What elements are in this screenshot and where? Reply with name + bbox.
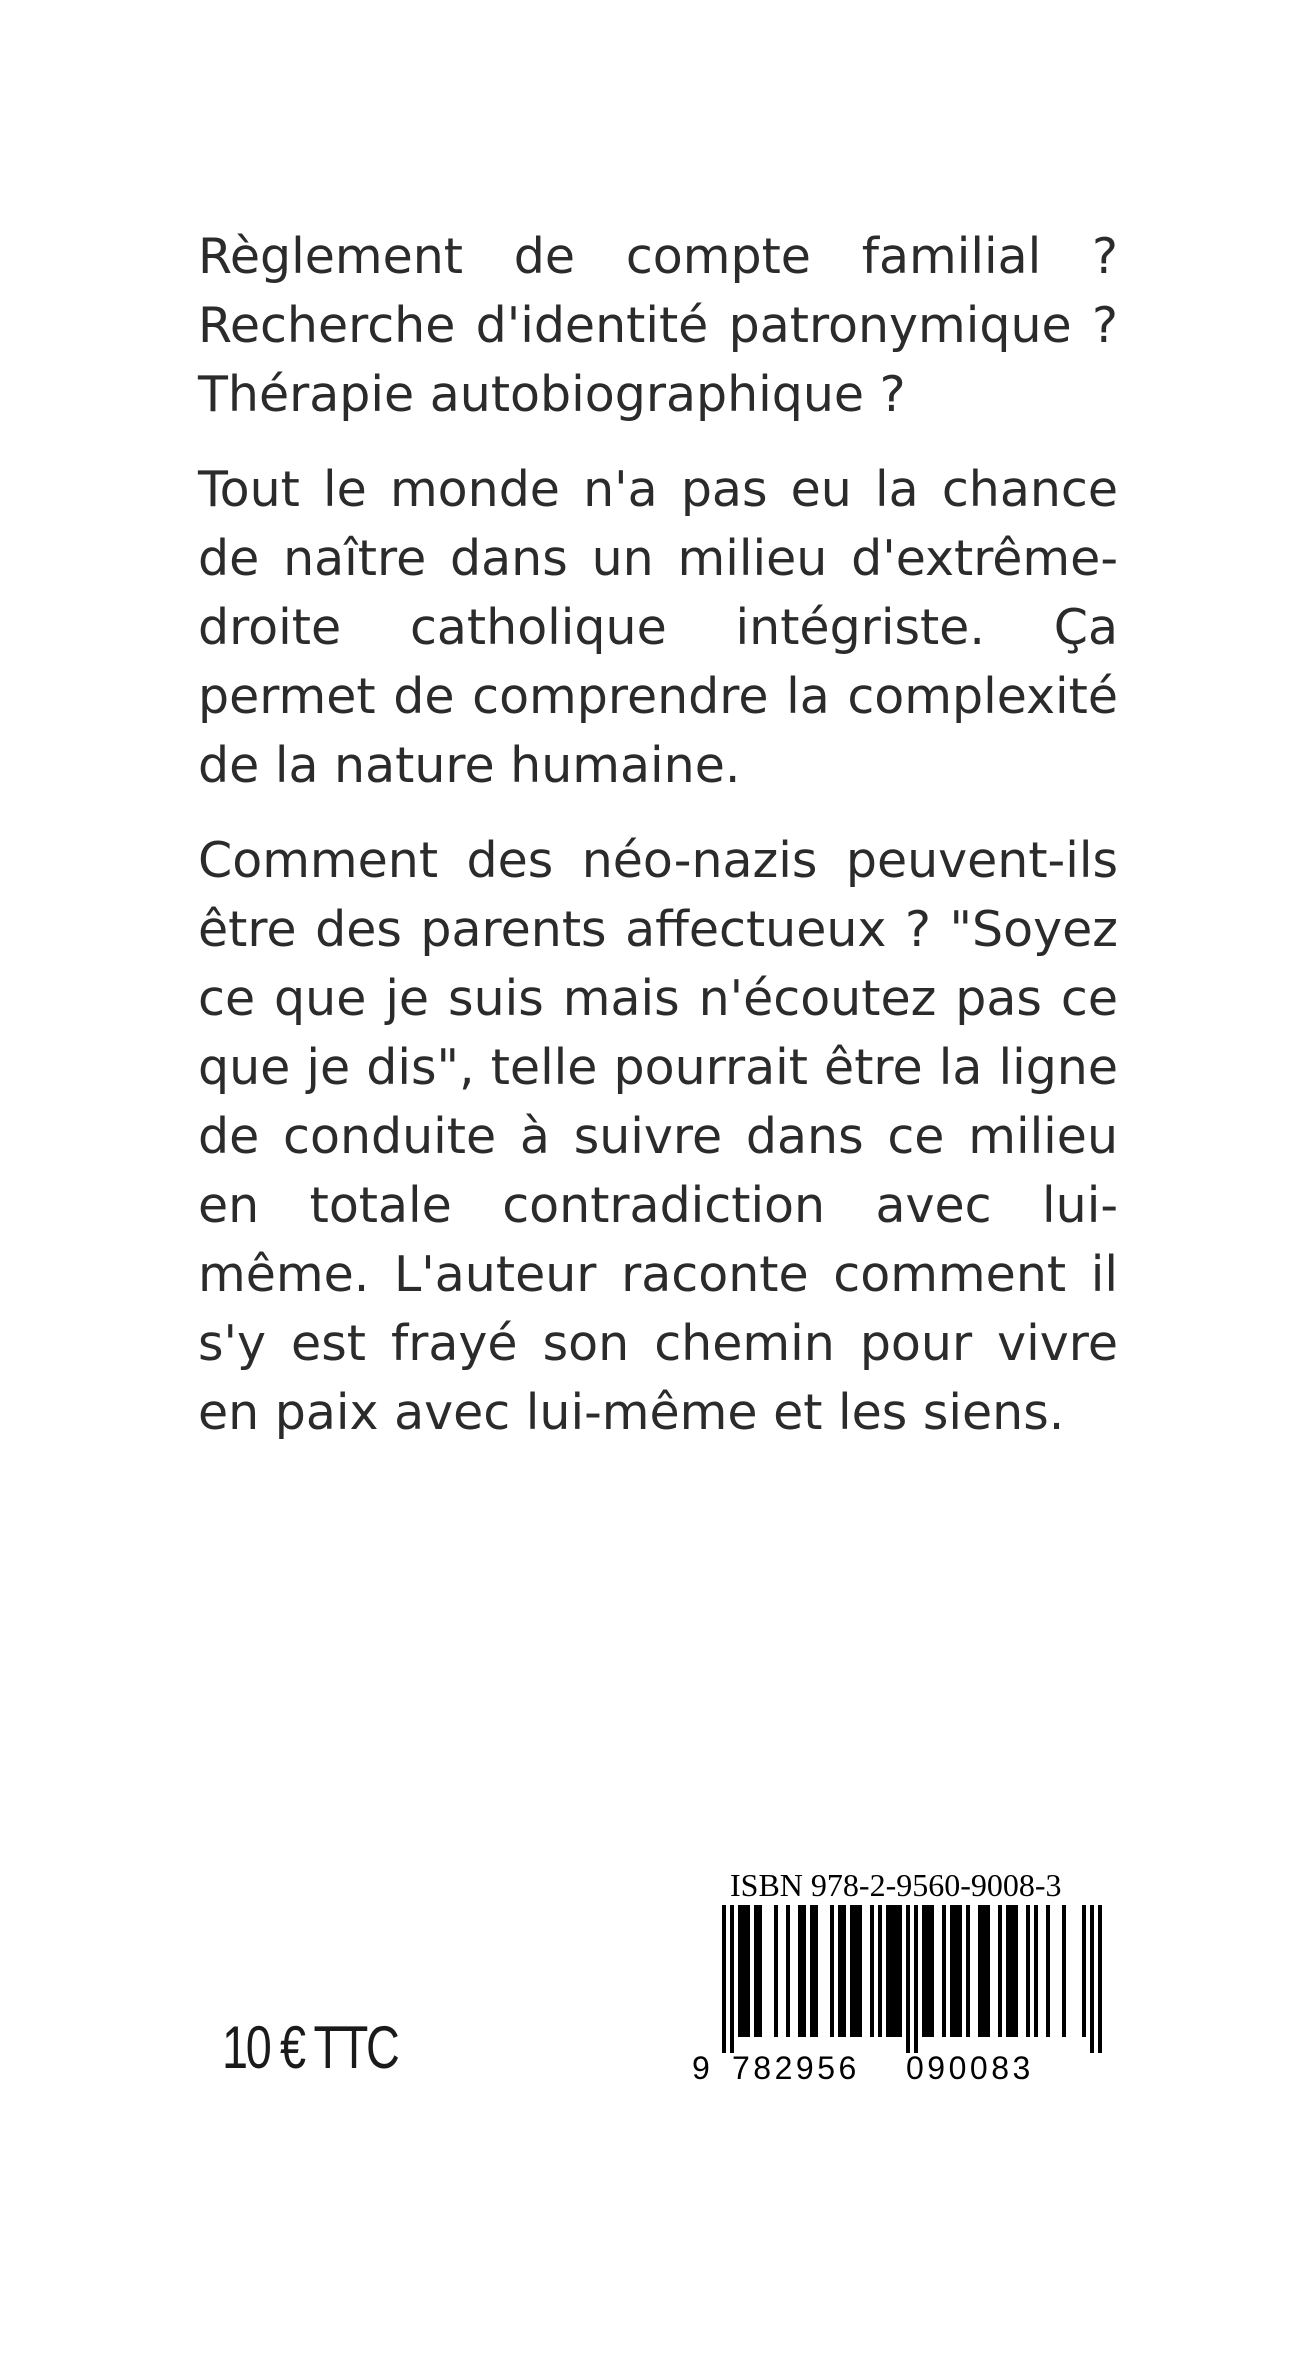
barcode-guard-bar xyxy=(1090,1905,1094,2053)
barcode-bar xyxy=(1010,1905,1014,2037)
barcode-bar xyxy=(858,1905,862,2037)
barcode-guard-bar xyxy=(730,1905,734,2053)
barcode-bar xyxy=(842,1905,846,2037)
barcode-digit-first: 9 xyxy=(692,2050,713,2086)
isbn-label: ISBN 978-2-9560-9008-3 xyxy=(730,1867,1062,1903)
barcode-bar xyxy=(738,1905,742,2037)
barcode-bar xyxy=(898,1905,902,2037)
barcode-bar xyxy=(930,1905,934,2037)
barcode-bar xyxy=(786,1905,790,2037)
barcode-bar xyxy=(926,1905,930,2037)
barcode-bar xyxy=(814,1905,818,2037)
barcode-bar xyxy=(838,1905,842,2037)
barcode-bar xyxy=(1034,1905,1038,2037)
back-cover-blurb xyxy=(198,222,1118,1473)
barcode-bar xyxy=(830,1905,834,2037)
barcode-digits-right: 090083 xyxy=(906,2050,1034,2086)
barcode-bar xyxy=(942,1905,946,2037)
barcode-guard-bar xyxy=(722,1905,726,2053)
barcode-bar xyxy=(894,1905,898,2037)
barcode-bar xyxy=(986,1905,990,2037)
barcode-bar xyxy=(870,1905,874,2037)
barcode-bars xyxy=(692,1905,1132,2055)
blurb-paragraph-3: Comment des néo-nazis peuvent-ils être des parents affectueux ? "Soyez ce que je suis mais n'écoutez pas ce que je dis", telle pourrait être la ligne de conduite à suivre dans ce milieu en totale contradiction avec lui-même. L'auteur raconte comment il s'y est frayé son chemin pour vivre en paix avec lui-même et les siens. xyxy=(198,832,1118,1441)
barcode-bar xyxy=(850,1905,854,2037)
barcode-bar xyxy=(1026,1905,1030,2037)
barcode-bar xyxy=(1014,1905,1018,2037)
barcode-bar xyxy=(966,1905,970,2037)
barcode-guard-bar xyxy=(914,1905,918,2053)
blurb-paragraph-2: Tout le monde n'a pas eu la chance de naître dans un milieu d'extrême-droite catholique intégriste. Ça permet de comprendre la complexité de la nature humaine. xyxy=(198,461,1118,794)
barcode-bar xyxy=(1006,1905,1010,2037)
barcode-bar xyxy=(746,1905,750,2037)
barcode-bar xyxy=(878,1905,882,2037)
barcode-bar xyxy=(890,1905,894,2037)
price-label: 10 € TTC xyxy=(222,2014,398,2081)
barcode-bar xyxy=(922,1905,926,2037)
barcode-bar xyxy=(1082,1905,1086,2037)
barcode-bar xyxy=(854,1905,858,2037)
isbn-barcode xyxy=(692,1867,1132,2087)
barcode-bar xyxy=(886,1905,890,2037)
blurb-paragraph-1: Règlement de compte familial ? Recherche d'identité patronymique ? Thérapie autobiographique ? xyxy=(198,228,1118,423)
barcode-guard-bar xyxy=(1098,1905,1102,2053)
barcode-bar xyxy=(958,1905,962,2037)
barcode-bar xyxy=(950,1905,954,2037)
barcode-digits-left: 782956 xyxy=(732,2050,860,2086)
barcode-bar xyxy=(798,1905,802,2037)
barcode-bar xyxy=(1062,1905,1066,2037)
barcode-bar xyxy=(1046,1905,1050,2037)
barcode-bar xyxy=(774,1905,778,2037)
barcode-bar xyxy=(802,1905,806,2037)
barcode-bar xyxy=(742,1905,746,2037)
barcode-bar xyxy=(754,1905,758,2037)
barcode-bar xyxy=(758,1905,762,2037)
barcode-bar xyxy=(982,1905,986,2037)
barcode-bar xyxy=(954,1905,958,2037)
barcode-bar xyxy=(978,1905,982,2037)
barcode-bar xyxy=(810,1905,814,2037)
barcode-guard-bar xyxy=(906,1905,910,2053)
barcode-bar xyxy=(998,1905,1002,2037)
